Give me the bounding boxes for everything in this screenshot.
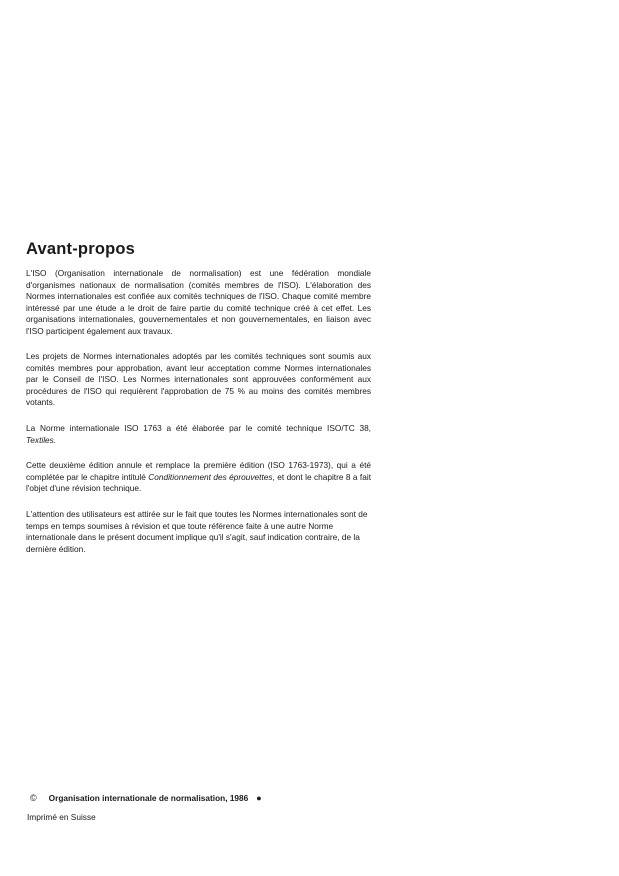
paragraph-standard-origin	[26, 423, 371, 446]
edition-note-text-end: , et dont le chapitre 8 a fait l'objet d'une révision technique.	[26, 471, 371, 494]
paragraph-revision-notice: L'attention des utilisateurs est attirée sur le fait que toutes les Normes internationales sont de temps en temps soumises à révision et que toute référence faite à une autre Norme internationale dans le présent document implique qu'il s'agit, sauf indication contraire, de la dernière édition.	[26, 509, 368, 554]
edition-note-text-start: Cette deuxième édition annule et remplace la première édition (ISO 1763-1973), qui a été complétée par le chapitre intitulé	[26, 460, 371, 482]
copyright-organisation: Organisation internationale de normalisation, 1986	[48, 793, 249, 803]
paragraph-edition-note	[26, 460, 371, 495]
committee-title: Textiles.	[26, 434, 57, 445]
standard-origin-text: La Norme internationale ISO 1763 a été élaborée par le comité technique ISO/TC 38,	[26, 423, 371, 433]
paragraph-approval-process: Les projets de Normes internationales adoptés par les comités techniques sont soumis aux comités membres pour approbation, avant leur acceptation comme Normes internationales par le Conseil de l'ISO. Les Normes internationales sont approuvées conformément aux procédures de l'ISO qui requièrent l'approbation de 75 % au moins des comités membres votants.	[26, 351, 371, 408]
copyright-icon: ©	[30, 793, 37, 803]
bullet-icon: ●	[256, 793, 262, 803]
copyright-line	[30, 793, 262, 803]
printed-in-note: Imprimé en Suisse	[27, 812, 96, 822]
chapter-title: Conditionnement des éprouvettes	[148, 471, 273, 482]
page-title: Avant-propos	[26, 240, 136, 258]
paragraph-iso-federation: L'ISO (Organisation internationale de normalisation) est une fédération mondiale d'organismes nationaux de normalisation (comités membres de l'ISO). L'élaboration des Normes internationales est confiée aux comités techniques de l'ISO. Chaque comité membre intéressé par une étude a le droit de faire partie du comité technique créé à cet effet. Les organisations internationales, gouvernementales et non gouvernementales, en liaison avec l'ISO participent également aux travaux.	[26, 268, 371, 336]
